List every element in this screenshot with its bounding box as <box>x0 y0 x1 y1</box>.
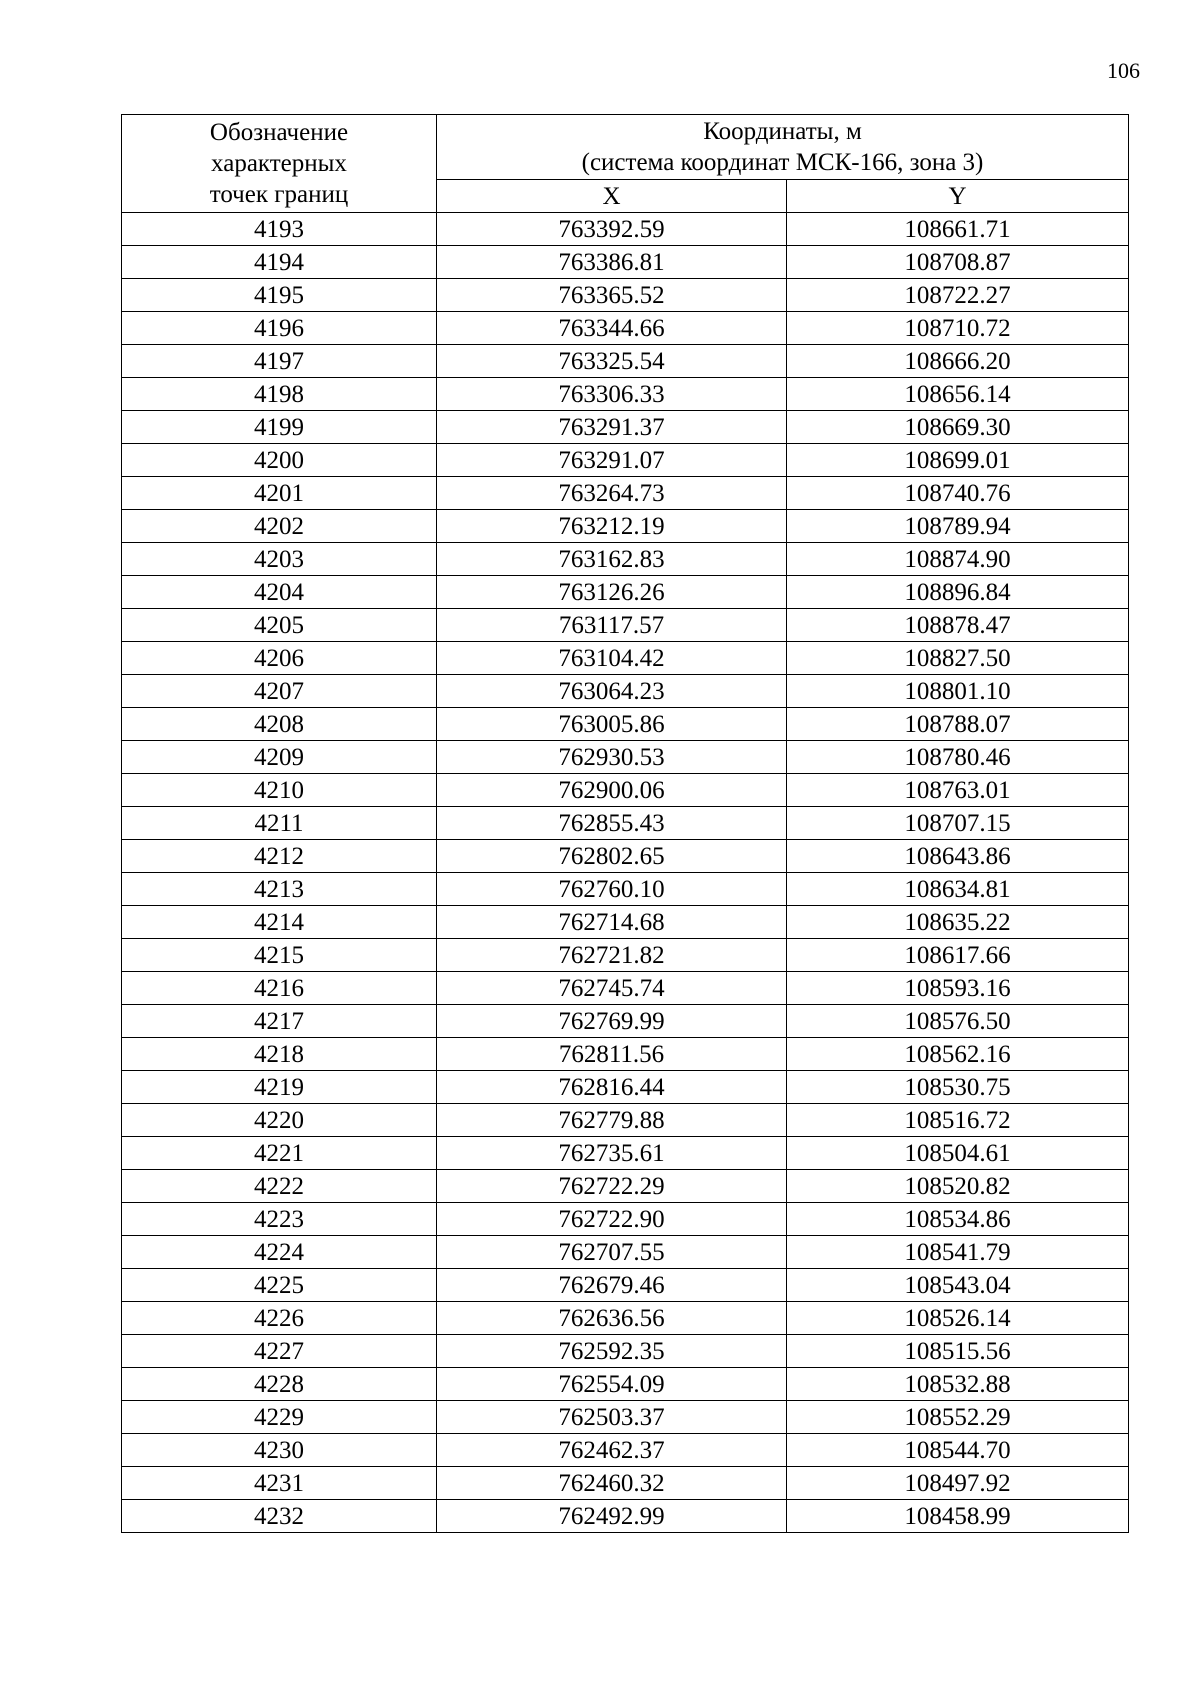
table-row <box>122 1368 1129 1401</box>
table-row <box>122 708 1129 741</box>
cell-y: 108458.99 <box>787 1500 1129 1533</box>
cell-x: 763306.33 <box>437 378 787 411</box>
cell-x: 762722.90 <box>437 1203 787 1236</box>
cell-y: 108666.20 <box>787 345 1129 378</box>
cell-x: 763386.81 <box>437 246 787 279</box>
table-row <box>122 741 1129 774</box>
cell-point-id: 4225 <box>122 1269 437 1302</box>
cell-x: 762721.82 <box>437 939 787 972</box>
cell-point-id: 4221 <box>122 1137 437 1170</box>
table-row <box>122 1269 1129 1302</box>
cell-y: 108656.14 <box>787 378 1129 411</box>
table-row <box>122 477 1129 510</box>
table-row <box>122 1137 1129 1170</box>
cell-y: 108543.04 <box>787 1269 1129 1302</box>
table-row <box>122 1335 1129 1368</box>
cell-point-id: 4194 <box>122 246 437 279</box>
cell-y: 108497.92 <box>787 1467 1129 1500</box>
cell-y: 108530.75 <box>787 1071 1129 1104</box>
cell-x: 762714.68 <box>437 906 787 939</box>
cell-y: 108526.14 <box>787 1302 1129 1335</box>
cell-x: 762760.10 <box>437 873 787 906</box>
cell-x: 763325.54 <box>437 345 787 378</box>
cell-y: 108552.29 <box>787 1401 1129 1434</box>
table-row <box>122 378 1129 411</box>
table-row <box>122 411 1129 444</box>
cell-point-id: 4229 <box>122 1401 437 1434</box>
cell-point-id: 4231 <box>122 1467 437 1500</box>
cell-y: 108699.01 <box>787 444 1129 477</box>
table-row <box>122 939 1129 972</box>
table-row <box>122 840 1129 873</box>
cell-point-id: 4205 <box>122 609 437 642</box>
cell-point-id: 4215 <box>122 939 437 972</box>
cell-x: 762679.46 <box>437 1269 787 1302</box>
cell-y: 108593.16 <box>787 972 1129 1005</box>
cell-point-id: 4223 <box>122 1203 437 1236</box>
table-row <box>122 576 1129 609</box>
cell-x: 762503.37 <box>437 1401 787 1434</box>
table-row <box>122 609 1129 642</box>
cell-y: 108827.50 <box>787 642 1129 675</box>
table-row <box>122 1434 1129 1467</box>
cell-y: 108722.27 <box>787 279 1129 312</box>
cell-point-id: 4198 <box>122 378 437 411</box>
table-header <box>122 115 1129 213</box>
cell-point-id: 4228 <box>122 1368 437 1401</box>
table-row <box>122 1071 1129 1104</box>
cell-x: 762592.35 <box>437 1335 787 1368</box>
cell-point-id: 4208 <box>122 708 437 741</box>
cell-point-id: 4200 <box>122 444 437 477</box>
table-row <box>122 1500 1129 1533</box>
cell-point-id: 4220 <box>122 1104 437 1137</box>
cell-point-id: 4214 <box>122 906 437 939</box>
cell-x: 763264.73 <box>437 477 787 510</box>
cell-point-id: 4193 <box>122 213 437 246</box>
cell-point-id: 4218 <box>122 1038 437 1071</box>
cell-x: 763344.66 <box>437 312 787 345</box>
cell-point-id: 4222 <box>122 1170 437 1203</box>
cell-point-id: 4213 <box>122 873 437 906</box>
table-row <box>122 1401 1129 1434</box>
cell-point-id: 4212 <box>122 840 437 873</box>
cell-x: 762554.09 <box>437 1368 787 1401</box>
cell-y: 108788.07 <box>787 708 1129 741</box>
cell-y: 108789.94 <box>787 510 1129 543</box>
header-coordinates <box>437 115 1129 180</box>
table-row <box>122 246 1129 279</box>
cell-x: 762745.74 <box>437 972 787 1005</box>
cell-x: 762811.56 <box>437 1038 787 1071</box>
header-point-line: характерных <box>211 150 347 177</box>
cell-point-id: 4209 <box>122 741 437 774</box>
cell-y: 108504.61 <box>787 1137 1129 1170</box>
header-coords-line: Координаты, м <box>703 118 862 145</box>
cell-y: 108516.72 <box>787 1104 1129 1137</box>
page-number: 106 <box>1107 58 1140 83</box>
cell-y: 108515.56 <box>787 1335 1129 1368</box>
table-row <box>122 213 1129 246</box>
header-x: X <box>437 180 787 213</box>
cell-y: 108562.16 <box>787 1038 1129 1071</box>
cell-point-id: 4224 <box>122 1236 437 1269</box>
table-row <box>122 1203 1129 1236</box>
table-row <box>122 312 1129 345</box>
cell-x: 763212.19 <box>437 510 787 543</box>
table-row <box>122 444 1129 477</box>
cell-y: 108520.82 <box>787 1170 1129 1203</box>
table-row <box>122 1104 1129 1137</box>
cell-point-id: 4230 <box>122 1434 437 1467</box>
table-row <box>122 1038 1129 1071</box>
table-row <box>122 543 1129 576</box>
header-row-top <box>122 115 1129 180</box>
cell-y: 108669.30 <box>787 411 1129 444</box>
cell-x: 763064.23 <box>437 675 787 708</box>
cell-x: 763365.52 <box>437 279 787 312</box>
header-point-line: Обозначение <box>209 119 349 146</box>
coordinates-table <box>121 114 1129 1533</box>
table-row <box>122 675 1129 708</box>
cell-x: 762769.99 <box>437 1005 787 1038</box>
cell-x: 763104.42 <box>437 642 787 675</box>
cell-y: 108896.84 <box>787 576 1129 609</box>
cell-y: 108763.01 <box>787 774 1129 807</box>
table-row <box>122 510 1129 543</box>
cell-point-id: 4232 <box>122 1500 437 1533</box>
cell-y: 108740.76 <box>787 477 1129 510</box>
cell-x: 762802.65 <box>437 840 787 873</box>
table-row <box>122 807 1129 840</box>
table-row <box>122 906 1129 939</box>
cell-x: 762492.99 <box>437 1500 787 1533</box>
table-row <box>122 1236 1129 1269</box>
cell-x: 763005.86 <box>437 708 787 741</box>
cell-x: 762930.53 <box>437 741 787 774</box>
cell-x: 763291.37 <box>437 411 787 444</box>
cell-y: 108534.86 <box>787 1203 1129 1236</box>
cell-point-id: 4202 <box>122 510 437 543</box>
cell-y: 108710.72 <box>787 312 1129 345</box>
cell-y: 108541.79 <box>787 1236 1129 1269</box>
cell-point-id: 4201 <box>122 477 437 510</box>
table-row <box>122 873 1129 906</box>
cell-x: 762462.37 <box>437 1434 787 1467</box>
cell-y: 108635.22 <box>787 906 1129 939</box>
cell-y: 108617.66 <box>787 939 1129 972</box>
cell-y: 108634.81 <box>787 873 1129 906</box>
cell-point-id: 4210 <box>122 774 437 807</box>
cell-point-id: 4196 <box>122 312 437 345</box>
cell-point-id: 4206 <box>122 642 437 675</box>
cell-point-id: 4216 <box>122 972 437 1005</box>
cell-x: 763126.26 <box>437 576 787 609</box>
table-row <box>122 972 1129 1005</box>
table-row <box>122 774 1129 807</box>
table-row <box>122 1467 1129 1500</box>
table-row <box>122 642 1129 675</box>
table-row <box>122 1170 1129 1203</box>
cell-point-id: 4226 <box>122 1302 437 1335</box>
cell-y: 108707.15 <box>787 807 1129 840</box>
cell-x: 762735.61 <box>437 1137 787 1170</box>
cell-point-id: 4207 <box>122 675 437 708</box>
cell-y: 108544.70 <box>787 1434 1129 1467</box>
cell-x: 762460.32 <box>437 1467 787 1500</box>
header-y: Y <box>787 180 1129 213</box>
cell-point-id: 4219 <box>122 1071 437 1104</box>
cell-x: 762722.29 <box>437 1170 787 1203</box>
cell-y: 108576.50 <box>787 1005 1129 1038</box>
cell-y: 108661.71 <box>787 213 1129 246</box>
cell-x: 762707.55 <box>437 1236 787 1269</box>
cell-y: 108532.88 <box>787 1368 1129 1401</box>
cell-point-id: 4203 <box>122 543 437 576</box>
cell-point-id: 4227 <box>122 1335 437 1368</box>
cell-point-id: 4199 <box>122 411 437 444</box>
cell-x: 762816.44 <box>437 1071 787 1104</box>
cell-point-id: 4204 <box>122 576 437 609</box>
cell-y: 108874.90 <box>787 543 1129 576</box>
cell-x: 762855.43 <box>437 807 787 840</box>
cell-x: 763117.57 <box>437 609 787 642</box>
header-point-line: точек границ <box>209 181 349 208</box>
cell-y: 108780.46 <box>787 741 1129 774</box>
cell-x: 763162.83 <box>437 543 787 576</box>
cell-point-id: 4217 <box>122 1005 437 1038</box>
header-point-designation <box>122 115 437 213</box>
cell-x: 763392.59 <box>437 213 787 246</box>
cell-x: 762636.56 <box>437 1302 787 1335</box>
table-row <box>122 1302 1129 1335</box>
cell-x: 762900.06 <box>437 774 787 807</box>
header-coords-line: (система координат МСК-166, зона 3) <box>581 149 984 176</box>
cell-y: 108708.87 <box>787 246 1129 279</box>
table-body <box>122 213 1129 1533</box>
cell-y: 108878.47 <box>787 609 1129 642</box>
table-row <box>122 345 1129 378</box>
cell-y: 108643.86 <box>787 840 1129 873</box>
cell-y: 108801.10 <box>787 675 1129 708</box>
cell-point-id: 4195 <box>122 279 437 312</box>
table-row <box>122 279 1129 312</box>
cell-point-id: 4197 <box>122 345 437 378</box>
cell-x: 762779.88 <box>437 1104 787 1137</box>
cell-x: 763291.07 <box>437 444 787 477</box>
table-row <box>122 1005 1129 1038</box>
cell-point-id: 4211 <box>122 807 437 840</box>
